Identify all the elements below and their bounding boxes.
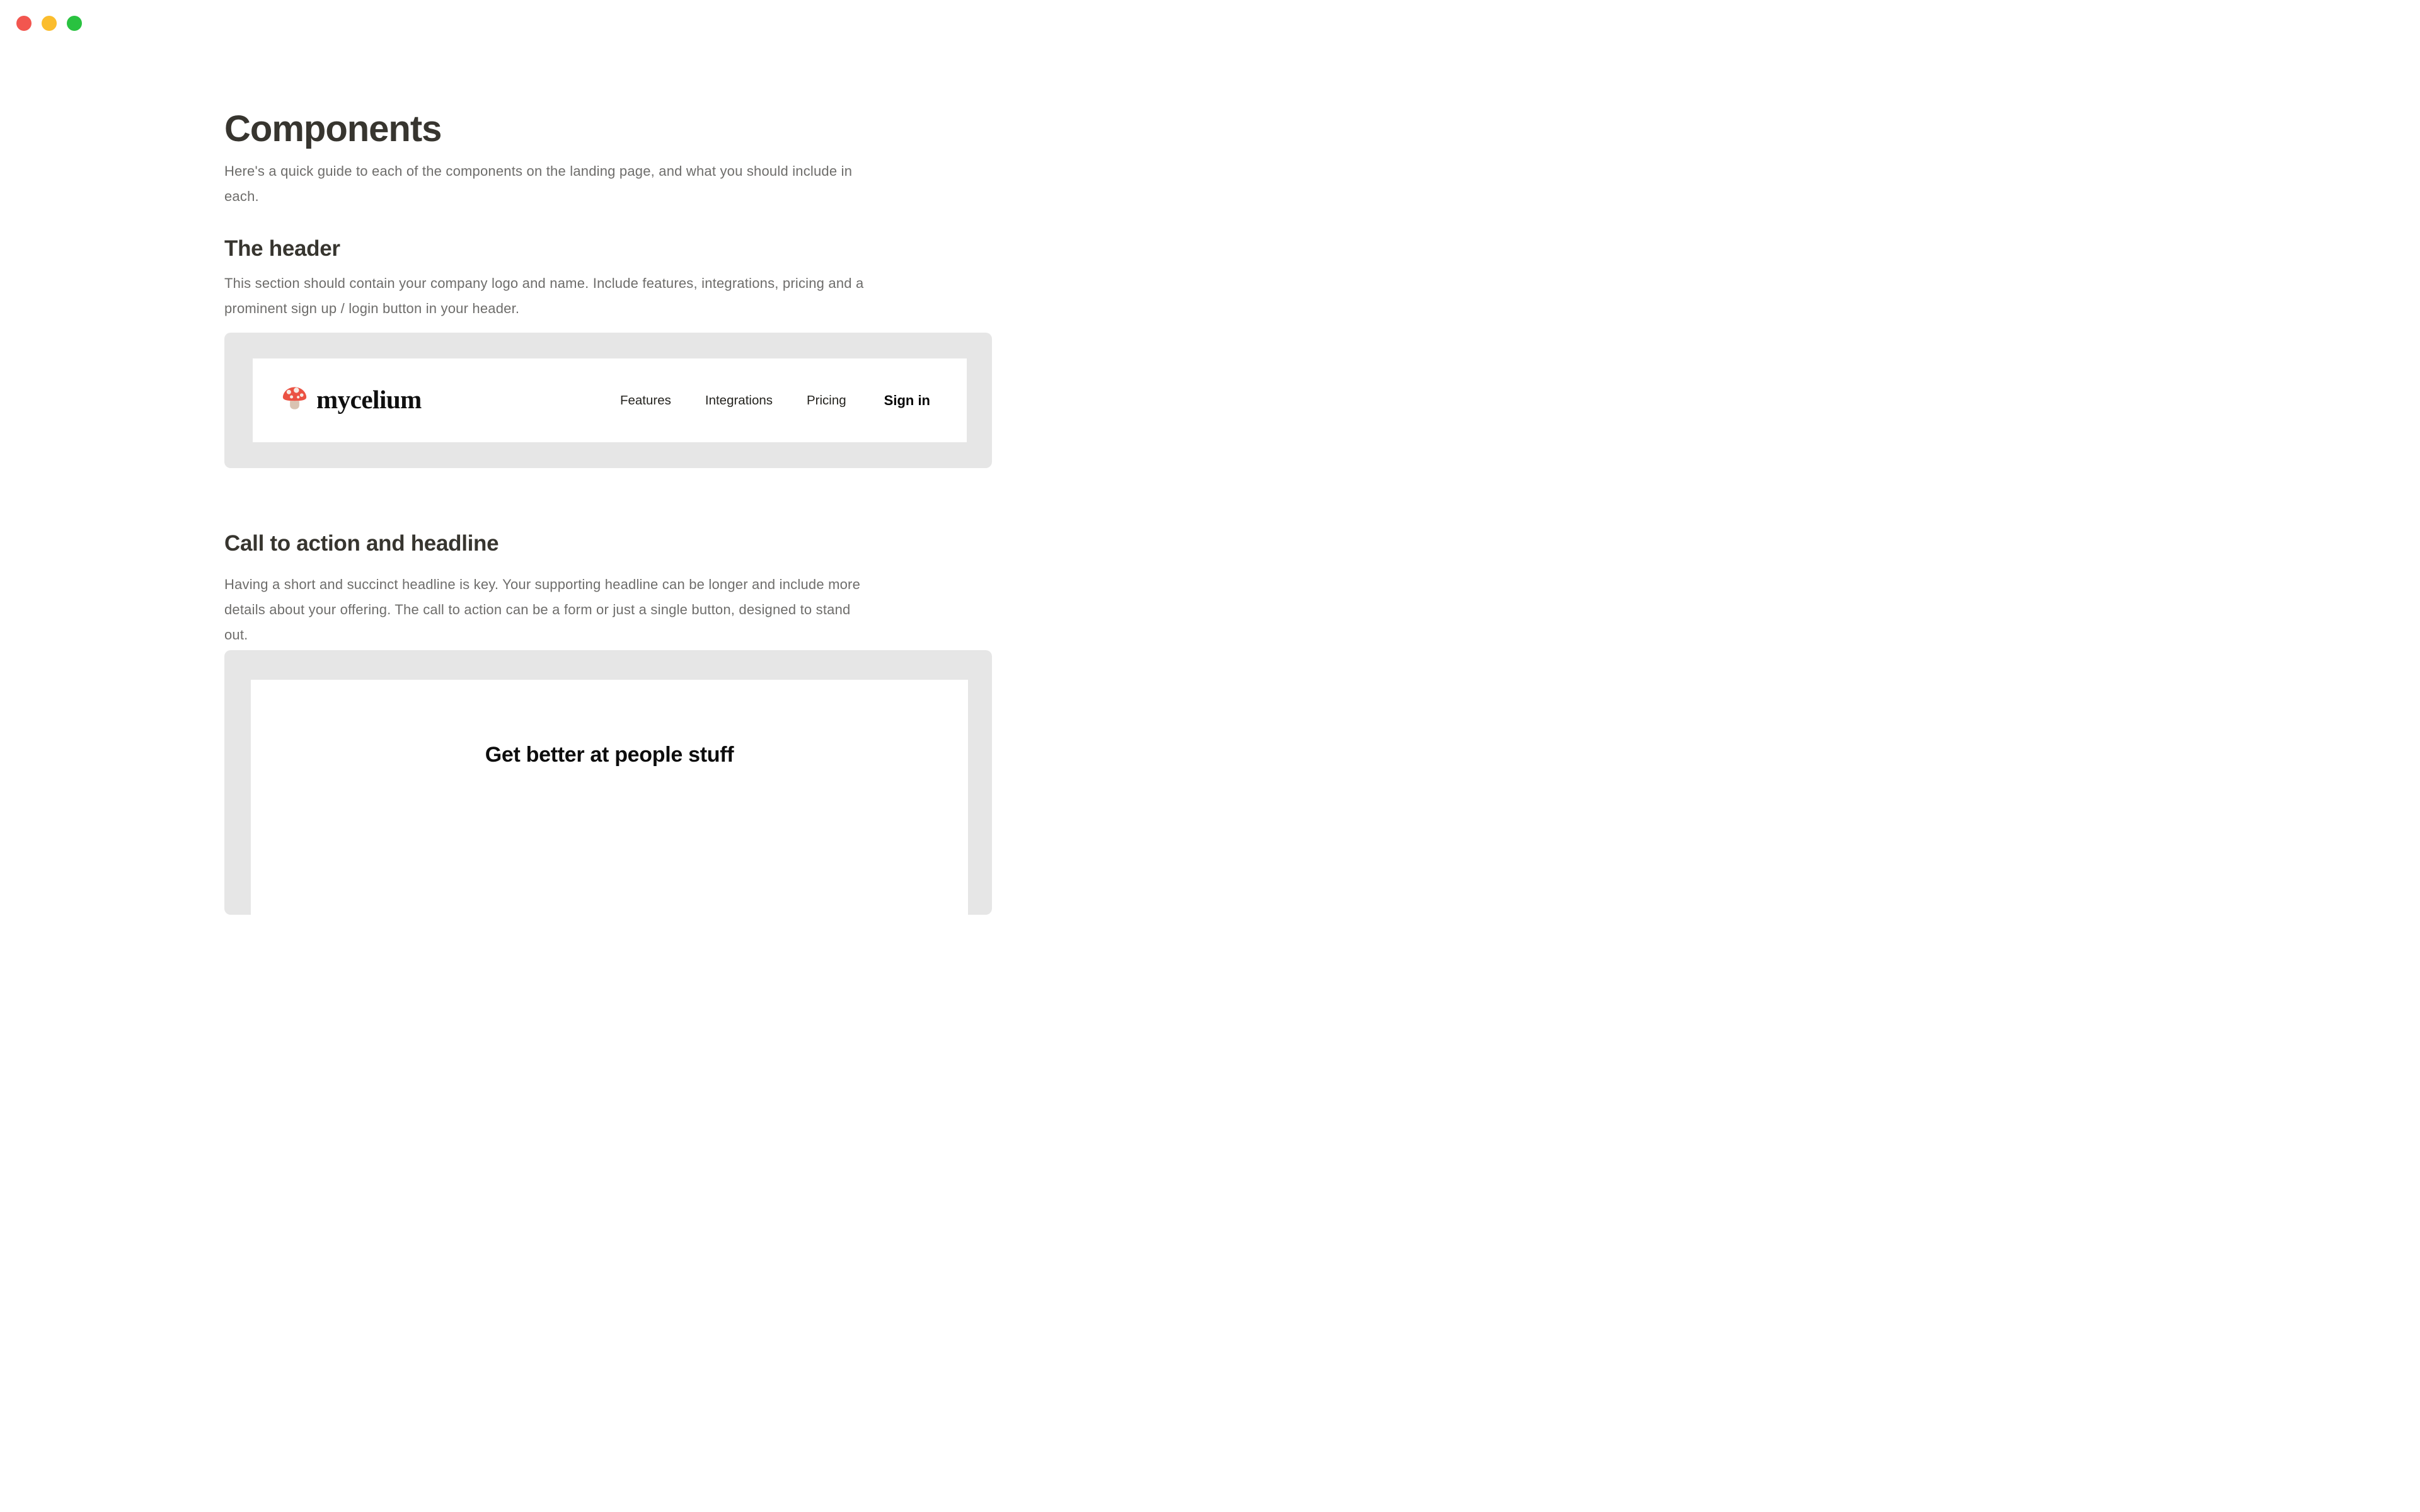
site-logo-text: mycelium <box>316 384 422 414</box>
site-logo <box>280 385 422 416</box>
minimize-window-button[interactable] <box>42 16 57 31</box>
document-content <box>224 0 992 915</box>
header-section-paragraph <box>224 271 992 321</box>
paragraph-line: out. <box>224 627 248 643</box>
nav-link-integrations[interactable]: Integrations <box>705 392 773 408</box>
paragraph-line: details about your offering. The call to action can be a form or just a single button, designed to stand <box>224 602 851 617</box>
document-page <box>0 0 1210 767</box>
zoom-window-button[interactable] <box>67 16 82 31</box>
intro-paragraph <box>224 159 992 209</box>
window-controls <box>16 16 82 31</box>
paragraph-line: prominent sign up / login button in your header. <box>224 301 520 316</box>
section-heading-call-to-action: Call to action and headline <box>224 531 499 556</box>
hero-headline: Get better at people stuff <box>485 743 734 767</box>
site-nav <box>620 392 930 409</box>
paragraph-line: This section should contain your company logo and name. Include features, integrations, pricing and a <box>224 275 864 291</box>
intro-line: Here's a quick guide to each of the components on the landing page, and what you should include in <box>224 163 853 179</box>
close-window-button[interactable] <box>16 16 32 31</box>
example-site-header <box>253 358 967 442</box>
header-example-embed[interactable] <box>224 333 992 468</box>
nav-link-pricing[interactable]: Pricing <box>807 392 846 408</box>
page-title: Components <box>224 108 442 149</box>
intro-line: each. <box>224 188 259 204</box>
cta-section-paragraph <box>224 572 992 648</box>
section-heading-the-header: The header <box>224 236 340 261</box>
paragraph-line: Having a short and succinct headline is key. Your supporting headline can be longer and include more <box>224 576 861 592</box>
sign-in-button[interactable]: Sign in <box>884 392 930 408</box>
cta-example-embed[interactable] <box>224 650 992 915</box>
mushroom-icon <box>280 385 309 416</box>
nav-link-features[interactable]: Features <box>619 392 671 408</box>
example-site-hero <box>251 680 968 915</box>
